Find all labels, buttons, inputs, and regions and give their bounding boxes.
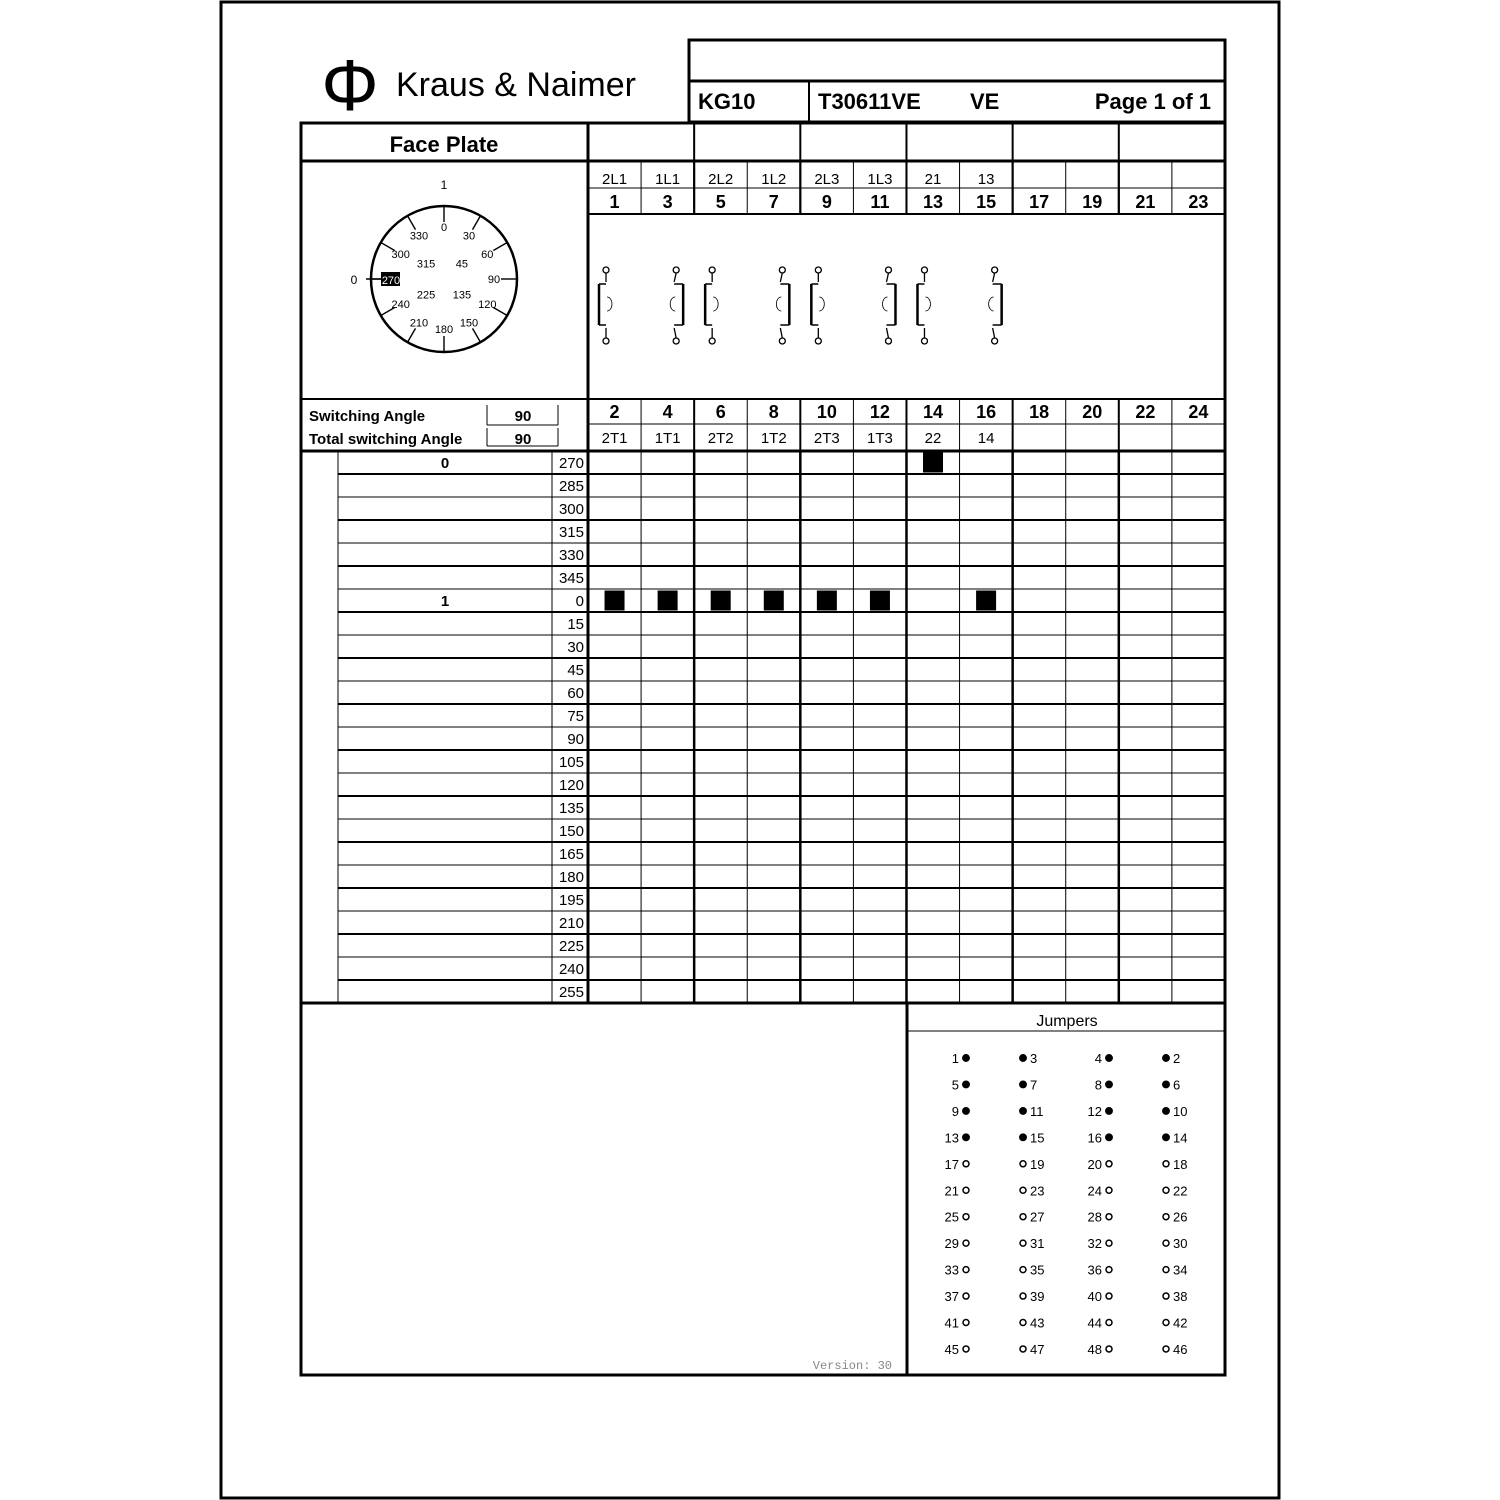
jumper-row xyxy=(945,1210,1188,1225)
jumper-dot xyxy=(963,1267,969,1273)
jumper-terminal: 48 xyxy=(1087,1341,1102,1357)
jumper-dot xyxy=(1163,1214,1169,1220)
row-angle: 105 xyxy=(558,754,584,771)
table-row xyxy=(441,591,996,611)
jumper-dot xyxy=(1163,1161,1169,1167)
jumper-dot xyxy=(1020,1293,1026,1299)
row-angle: 60 xyxy=(567,685,584,702)
row-angle: 120 xyxy=(558,777,584,794)
row-angle: 195 xyxy=(558,892,584,909)
terminal-top-name: 2L3 xyxy=(814,171,840,188)
table-row xyxy=(559,961,584,978)
terminal-bottom-number: 4 xyxy=(662,402,673,422)
jumper-terminal: 46 xyxy=(1173,1341,1188,1357)
jumper-terminal: 8 xyxy=(1094,1077,1102,1093)
table-row xyxy=(559,547,584,564)
jumper-terminal: 3 xyxy=(1030,1051,1038,1066)
contact-symbol xyxy=(705,267,718,344)
row-angle: 285 xyxy=(558,478,584,495)
terminal-top-number: 13 xyxy=(923,192,944,212)
terminal-bottom-number: 10 xyxy=(816,402,837,422)
dial-outer-left-label: 0 xyxy=(350,273,358,287)
jumper-terminal: 11 xyxy=(1030,1103,1044,1119)
contact-symbol xyxy=(917,267,930,344)
terminal-bottom-name: 1T1 xyxy=(654,430,681,447)
jumper-row xyxy=(945,1342,1188,1357)
row-position-label: 1 xyxy=(440,593,450,610)
terminal-top-number: 21 xyxy=(1135,192,1156,212)
jumper-terminal: 21 xyxy=(944,1183,959,1199)
row-angle: 0 xyxy=(575,593,584,610)
jumper-dot xyxy=(1106,1267,1112,1273)
jumper-terminal: 18 xyxy=(1173,1156,1188,1172)
row-angle: 240 xyxy=(558,961,584,978)
row-angle: 300 xyxy=(558,501,584,518)
contact-closed-mark xyxy=(976,591,996,611)
brand-symbol: Φ xyxy=(321,46,379,126)
jumper-dot xyxy=(1106,1187,1112,1193)
contact-symbol xyxy=(882,267,895,344)
jumper-terminal: 25 xyxy=(944,1209,959,1225)
jumper-terminal: 39 xyxy=(1030,1289,1045,1305)
jumper-terminal: 23 xyxy=(1030,1183,1045,1199)
jumper-terminal: 47 xyxy=(1030,1341,1045,1357)
row-angle: 150 xyxy=(558,823,584,840)
row-angle: 270 xyxy=(558,455,584,472)
table-row xyxy=(567,685,584,702)
jumpers-title: Jumpers xyxy=(1036,1013,1098,1030)
row-angle: 45 xyxy=(567,662,584,679)
jumper-terminal: 33 xyxy=(944,1262,959,1278)
jumper-terminal: 10 xyxy=(1173,1103,1188,1119)
terminal-bottom-number: 6 xyxy=(715,402,726,422)
terminal-bottom-number: 2 xyxy=(609,402,620,422)
terminal-bottom-number: 12 xyxy=(869,402,890,422)
jumper-terminal: 14 xyxy=(1173,1130,1188,1146)
table-row xyxy=(559,892,584,909)
jumper-dot xyxy=(1020,1161,1026,1167)
table-row xyxy=(559,754,584,771)
jumper-terminal: 36 xyxy=(1087,1262,1102,1278)
row-angle: 345 xyxy=(558,570,584,587)
table-row xyxy=(559,846,584,863)
terminal-top-number: 23 xyxy=(1188,192,1209,212)
dial-label: 45 xyxy=(455,258,469,271)
terminal-top-number: 7 xyxy=(768,192,779,212)
jumper-dot xyxy=(1163,1293,1169,1299)
jumper-terminal: 20 xyxy=(1087,1156,1102,1172)
jumper-terminal: 2 xyxy=(1173,1051,1181,1066)
jumper-row xyxy=(945,1130,1188,1145)
table-row xyxy=(559,869,584,886)
terminal-bottom-number: 16 xyxy=(976,402,997,422)
table-row xyxy=(559,524,584,541)
terminal-top-name: 2L2 xyxy=(708,171,734,188)
jumper-dot xyxy=(963,1240,969,1246)
table-row xyxy=(559,800,584,817)
jumper-terminal: 32 xyxy=(1087,1236,1102,1252)
table-row xyxy=(567,639,584,656)
jumper-row xyxy=(945,1157,1188,1172)
table-row xyxy=(559,938,584,955)
jumper-dot xyxy=(1163,1346,1169,1352)
row-angle: 255 xyxy=(558,984,584,1001)
jumper-dot xyxy=(963,1293,969,1299)
jumper-dot xyxy=(1020,1267,1026,1273)
jumper-dot xyxy=(1106,1320,1112,1326)
terminal-bottom-name: 2T1 xyxy=(601,430,628,447)
jumper-dot xyxy=(963,1134,969,1140)
jumper-dot xyxy=(1020,1055,1026,1061)
terminal-top-number: 3 xyxy=(662,192,673,212)
jumper-terminal: 45 xyxy=(944,1341,959,1357)
jumper-dot xyxy=(1106,1346,1112,1352)
table-row xyxy=(567,708,584,725)
terminal-top-number: 5 xyxy=(715,192,726,212)
jumper-terminal: 24 xyxy=(1087,1183,1102,1199)
jumpers-grid xyxy=(945,1051,1188,1357)
terminal-bottom-name: 2T2 xyxy=(707,430,734,447)
terminal-bottom-number: 24 xyxy=(1188,402,1209,422)
terminal-top-number: 11 xyxy=(870,192,890,212)
row-angle: 75 xyxy=(567,708,584,725)
jumper-row xyxy=(952,1051,1180,1066)
jumper-dot xyxy=(1020,1320,1026,1326)
jumper-terminal: 7 xyxy=(1030,1077,1038,1093)
row-angle: 180 xyxy=(558,869,584,886)
jumper-terminal: 13 xyxy=(944,1130,959,1146)
jumper-terminal: 44 xyxy=(1087,1315,1102,1331)
dial-label-highlight: 270 xyxy=(381,275,401,287)
jumper-dot xyxy=(1163,1081,1169,1087)
jumper-dot xyxy=(1020,1081,1026,1087)
dial-label: 120 xyxy=(478,299,497,311)
terminal-bottom-name: 1T3 xyxy=(867,430,893,447)
switching-angle-label: Switching Angle xyxy=(309,408,426,425)
contact-closed-mark xyxy=(658,591,678,611)
page-indicator: Page 1 of 1 xyxy=(1094,89,1211,114)
dial-label: 330 xyxy=(409,230,429,243)
jumper-terminal: 43 xyxy=(1030,1315,1045,1331)
row-angle: 315 xyxy=(558,524,584,541)
jumper-dot xyxy=(1163,1187,1169,1193)
face-plate-title: Face Plate xyxy=(389,132,499,157)
terminal-bottom-number: 14 xyxy=(923,402,944,422)
title-block xyxy=(689,40,1225,122)
jumper-dot xyxy=(963,1081,969,1087)
row-angle: 15 xyxy=(567,616,584,633)
terminal-top-number: 15 xyxy=(976,192,997,212)
dial-label: 90 xyxy=(487,274,501,286)
jumper-terminal: 28 xyxy=(1087,1209,1102,1225)
dial-label: 30 xyxy=(462,230,476,243)
jumper-terminal: 35 xyxy=(1030,1262,1045,1278)
part-number: T30611VE xyxy=(818,89,921,114)
terminal-bottom-number: 22 xyxy=(1135,402,1156,422)
jumper-dot xyxy=(1106,1108,1112,1114)
jumper-dot xyxy=(963,1346,969,1352)
jumper-terminal: 19 xyxy=(1030,1156,1045,1172)
jumper-terminal: 1 xyxy=(951,1051,959,1066)
dial-label: 0 xyxy=(440,222,448,234)
jumper-terminal: 31 xyxy=(1030,1236,1045,1252)
row-angle: 30 xyxy=(567,639,584,656)
dial-label: 210 xyxy=(409,317,429,330)
table-row xyxy=(567,731,584,748)
jumper-dot xyxy=(1163,1108,1169,1114)
terminal-bottom-name: 2T3 xyxy=(813,430,840,447)
jumper-terminal: 4 xyxy=(1094,1051,1102,1066)
contact-symbol xyxy=(599,267,612,344)
jumper-terminal: 26 xyxy=(1173,1209,1188,1225)
table-row xyxy=(559,777,584,794)
terminal-bottom-number: 8 xyxy=(768,402,779,422)
row-angle: 135 xyxy=(558,800,584,817)
brand-name: Kraus & Naimer xyxy=(396,66,636,104)
terminal-top-number: 1 xyxy=(609,192,620,212)
dial-label: 300 xyxy=(391,249,410,261)
terminal-top-name: 1L1 xyxy=(655,171,681,188)
jumper-terminal: 41 xyxy=(944,1315,959,1331)
dial-label: 60 xyxy=(481,249,494,261)
dial-label: 225 xyxy=(416,289,436,302)
table-row xyxy=(559,984,584,1001)
terminal-top-number: 9 xyxy=(821,192,832,212)
jumper-row xyxy=(945,1289,1188,1304)
contact-symbol xyxy=(989,267,1002,344)
version-label: Version: 30 xyxy=(812,1359,892,1373)
contact-closed-mark xyxy=(923,453,943,473)
jumper-dot xyxy=(1020,1108,1026,1114)
terminal-bottom-name: 22 xyxy=(924,430,942,447)
jumper-dot xyxy=(963,1187,969,1193)
row-angle: 210 xyxy=(558,915,584,932)
table-row xyxy=(567,662,584,679)
row-angle: 330 xyxy=(558,547,584,564)
terminal-top-name: 2L1 xyxy=(602,171,628,188)
jumper-terminal: 29 xyxy=(944,1236,959,1252)
jumper-dot xyxy=(963,1214,969,1220)
dial-label: 240 xyxy=(391,299,410,311)
table-row xyxy=(559,823,584,840)
terminal-top-name: 1L3 xyxy=(867,171,893,188)
jumper-dot xyxy=(1106,1134,1112,1140)
jumper-dot xyxy=(1163,1134,1169,1140)
terminal-top-name: 21 xyxy=(924,171,942,188)
jumper-dot xyxy=(1020,1240,1026,1246)
contact-closed-mark xyxy=(817,591,837,611)
jumper-terminal: 42 xyxy=(1173,1315,1188,1331)
jumper-dot xyxy=(1106,1214,1112,1220)
contact-closed-mark xyxy=(870,591,890,611)
jumper-terminal: 40 xyxy=(1087,1289,1102,1305)
switching-angle-block xyxy=(309,405,558,448)
dial-outer-top-label: 1 xyxy=(440,178,448,192)
jumper-dot xyxy=(1020,1134,1026,1140)
row-angle: 90 xyxy=(567,731,584,748)
contact-symbol xyxy=(776,267,789,344)
jumper-row xyxy=(945,1263,1188,1278)
table-row xyxy=(441,453,943,473)
jumper-dot xyxy=(963,1320,969,1326)
terminal-top-name: 13 xyxy=(977,171,995,188)
row-angle: 165 xyxy=(558,846,584,863)
terminal-bottom-number: 18 xyxy=(1029,402,1050,422)
jumper-terminal: 16 xyxy=(1087,1130,1102,1146)
contact-closed-mark xyxy=(764,591,784,611)
table-row xyxy=(559,570,584,587)
contact-symbol xyxy=(670,267,683,344)
jumper-dot xyxy=(1163,1240,1169,1246)
jumper-dot xyxy=(963,1108,969,1114)
table-row xyxy=(559,478,584,495)
jumper-terminal: 34 xyxy=(1173,1262,1188,1278)
jumper-terminal: 22 xyxy=(1173,1183,1188,1199)
terminal-bottom-name: 14 xyxy=(977,430,995,447)
dial-label: 180 xyxy=(434,324,454,336)
jumper-terminal: 6 xyxy=(1173,1077,1181,1093)
row-angle: 225 xyxy=(558,938,584,955)
jumper-terminal: 12 xyxy=(1087,1103,1102,1119)
jumper-dot xyxy=(1106,1055,1112,1061)
jumper-dot xyxy=(1020,1214,1026,1220)
jumper-terminal: 37 xyxy=(944,1289,959,1305)
jumper-row xyxy=(945,1316,1188,1331)
jumper-row xyxy=(952,1077,1180,1092)
jumper-dot xyxy=(963,1161,969,1167)
jumper-dot xyxy=(1106,1081,1112,1087)
contact-symbol xyxy=(811,267,824,344)
dial-label: 150 xyxy=(459,317,479,330)
jumper-dot xyxy=(1106,1293,1112,1299)
face-plate-dial xyxy=(351,178,517,352)
jumper-terminal: 9 xyxy=(951,1103,959,1119)
brand-logo xyxy=(321,46,636,126)
dial-label: 315 xyxy=(416,258,436,271)
jumper-terminal: 38 xyxy=(1173,1289,1188,1305)
table-row xyxy=(559,501,584,518)
terminal-top-number: 19 xyxy=(1082,192,1103,212)
terminal-bottom-name: 1T2 xyxy=(760,430,787,447)
jumper-dot xyxy=(1020,1346,1026,1352)
jumper-dot xyxy=(1163,1320,1169,1326)
row-position-label: 0 xyxy=(440,455,450,472)
jumper-row xyxy=(945,1183,1188,1198)
jumper-row xyxy=(945,1236,1188,1251)
jumper-dot xyxy=(1106,1240,1112,1246)
jumper-terminal: 5 xyxy=(951,1077,959,1093)
model-code: KG10 xyxy=(698,89,756,114)
dial-label: 135 xyxy=(452,289,472,302)
jumper-terminal: 27 xyxy=(1030,1209,1045,1225)
terminal-top-number: 17 xyxy=(1029,192,1050,212)
jumper-dot xyxy=(1163,1055,1169,1061)
jumper-dot xyxy=(1106,1161,1112,1167)
total-angle-value: 90 xyxy=(514,431,532,448)
jumper-terminal: 15 xyxy=(1030,1130,1045,1146)
switching-angle-value: 90 xyxy=(514,408,532,425)
total-angle-label: Total switching Angle xyxy=(309,431,463,448)
contact-closed-mark xyxy=(711,591,731,611)
contact-closed-mark xyxy=(605,591,625,611)
terminal-top-name: 1L2 xyxy=(761,171,787,188)
jumper-terminal: 30 xyxy=(1173,1236,1188,1252)
contact-symbols xyxy=(599,267,1002,344)
jumper-row xyxy=(952,1104,1188,1119)
table-row xyxy=(559,915,584,932)
jumper-dot xyxy=(1163,1267,1169,1273)
terminal-bottom-number: 20 xyxy=(1082,402,1103,422)
variant-code: VE xyxy=(970,89,1000,114)
table-row xyxy=(567,616,584,633)
jumper-terminal: 17 xyxy=(944,1156,959,1172)
jumper-dot xyxy=(1020,1187,1026,1193)
switching-table xyxy=(301,451,1225,1003)
jumper-dot xyxy=(963,1055,969,1061)
